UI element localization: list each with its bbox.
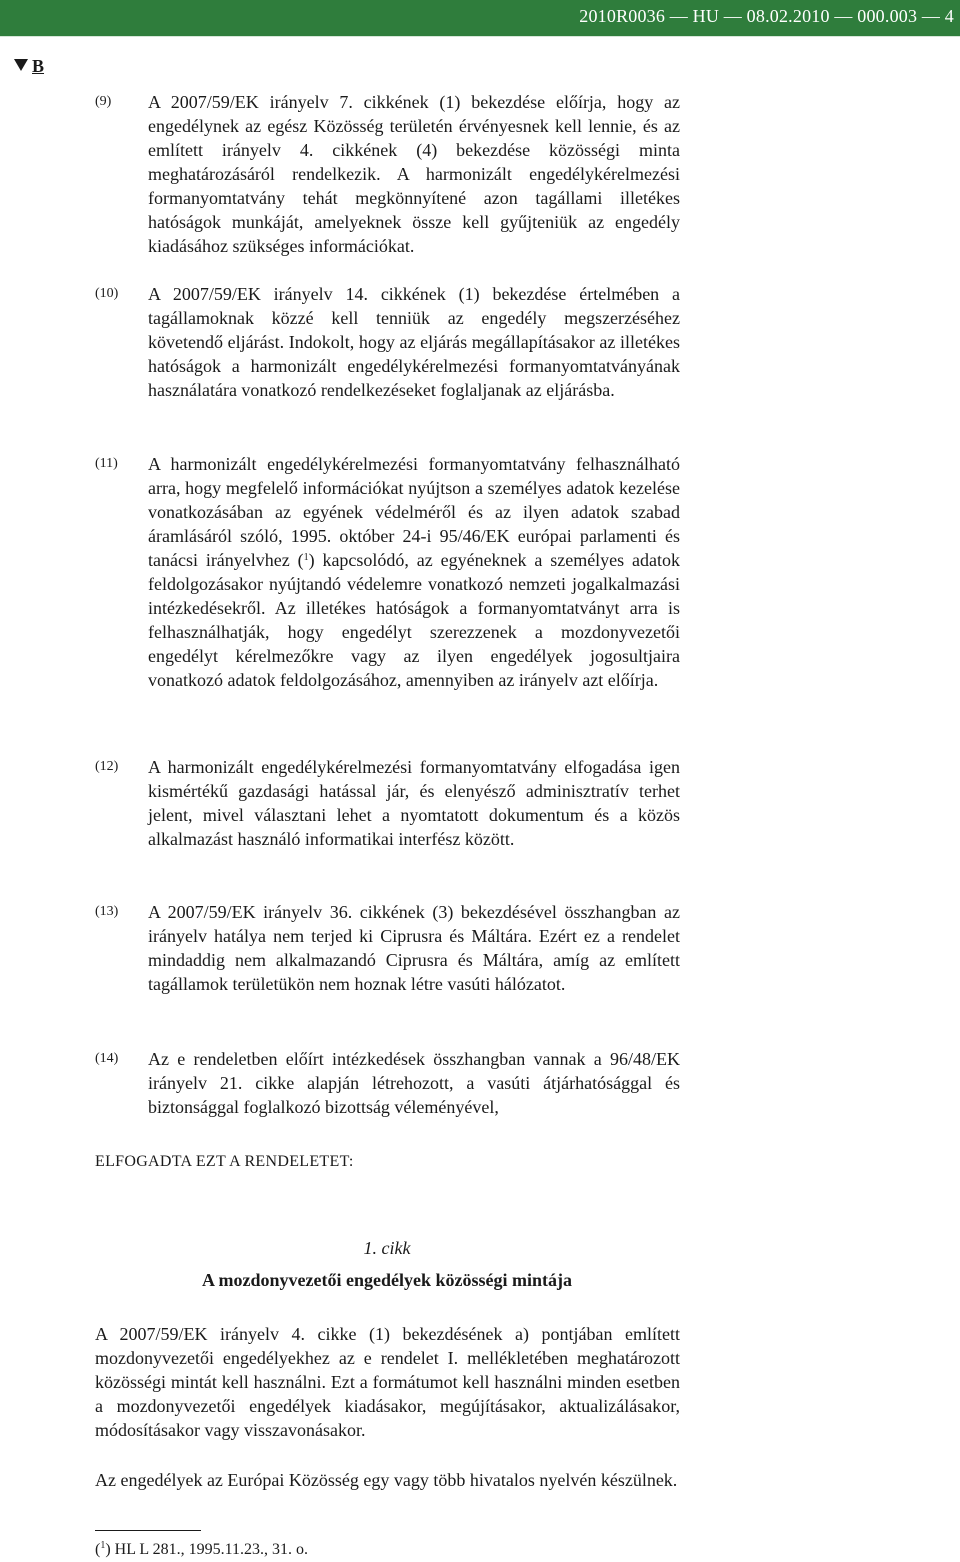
- recital-10: [95, 282, 680, 402]
- amendment-marker: [14, 56, 44, 77]
- recital-text-part: ) kapcsolódó, az egyéneknek a személyes adatok feldolgozásakor nyújtandó védelemre vonatkozó nemzeti jogalkalmazási intézkedésekről. Az illetékes hatóságok a formanyomtatványt arra is felhasználhatják, hogy engedélyt szerezzenek a mozdonyvezetői engedélyt kérelmezőkre vagy az ilyen engedélyek jogosultjaira vonatkozó adatok feldolgozásához, amennyiben az irányelv azt előírja.: [148, 550, 680, 690]
- recital-number: (13): [95, 904, 119, 919]
- footnote-divider: [95, 1530, 201, 1531]
- recital-number: (11): [95, 456, 118, 471]
- recital-text: A 2007/59/EK irányelv 14. cikkének (1) bekezdése értelmében a tagállamoknak közzé kell tenniük az engedély megszerzéséhez követendő eljárást. Indokolt, hogy az eljárás megállapításakor az illetékes hatóságok a harmonizált engedélykérelmezési formanyomtatványának használatára vonatkozó rendelkezéseket foglaljanak az eljárásba.: [148, 284, 680, 400]
- recital-12: [95, 755, 680, 851]
- article-paragraph-2: Az engedélyek az Európai Közösség egy vagy több hivatalos nyelvén készülnek.: [95, 1470, 678, 1490]
- footnote-text: ) HL L 281., 1995.11.23., 31. o.: [105, 1541, 308, 1558]
- recital-number: (10): [95, 286, 119, 301]
- recital-number: (12): [95, 759, 119, 774]
- recital-text: A harmonizált engedélykérelmezési formanyomtatvány elfogadása igen kismértékű gazdasági hatással jár, és elenyésző adminisztratív terhet jelent, mivel választani lehet a nyomtatott dokumentum és a közös alkalmazást használó informatikai interfész között.: [148, 757, 680, 849]
- document-header-band: [0, 0, 960, 37]
- recital-14: [95, 1047, 680, 1119]
- triangle-down-icon: [14, 59, 28, 71]
- recital-text: A 2007/59/EK irányelv 36. cikkének (3) bekezdésével összhangban az irányelv hatálya nem terjed ki Ciprusra és Máltára. Ezért ez a rendelet mindaddig nem alkalmazandó Ciprusra és Máltára, amíg az említett tagállamok területükön nem hoznak létre vasúti hálózatot.: [148, 902, 680, 994]
- recital-text: Az e rendeletben előírt intézkedések összhangban vannak a 96/48/EK irányelv 21. cikke alapján létrehozott, a vasúti átjárhatósággal és biztonsággal foglalkozó bizottság véleményével,: [148, 1049, 680, 1117]
- footnote-marker: 1: [100, 1540, 106, 1551]
- recital-number: (14): [95, 1051, 119, 1066]
- recital-9: [95, 90, 680, 258]
- recital-text: [148, 452, 680, 692]
- article-title: A mozdonyvezetői engedélyek közösségi mintája: [202, 1270, 572, 1290]
- recital-13: [95, 900, 680, 996]
- recital-11: [95, 452, 680, 692]
- footnote-reference[interactable]: 1: [303, 552, 309, 563]
- amendment-code: B: [32, 56, 45, 76]
- document-reference: 2010R0036 — HU — 08.02.2010 — 000.003 — 4: [579, 6, 954, 26]
- footnote: ($^1$) HL L 281., 1995.11.23., 31. o.: [95, 1540, 308, 1558]
- adoption-formula: ELFOGADTA EZT A RENDELETET:: [95, 1153, 354, 1170]
- recital-text: A 2007/59/EK irányelv 7. cikkének (1) bekezdése előírja, hogy az engedélynek az egész Közösség területén érvényesnek kell lennie, és az említett irányelv 4. cikkének (4) bekezdése közösségi minta meghatározásáról rendelkezik. A harmonizált engedélykérelmezési formanyomtatvány tehát megkönnyítené azon tagállami illetékes hatóságok munkáját, amelyeknek össze kell gyűjteniük az engedély kiadásához szükséges információkat.: [148, 92, 680, 256]
- recital-number: (9): [95, 94, 112, 109]
- article-number: 1. cikk: [363, 1238, 411, 1258]
- recital-text-part: A harmonizált engedélykérelmezési formanyomtatvány felhasználható arra, hogy megfelelő információkat nyújtson a személyes adatok kezelése vonatkozásában az egyének védelméről és az ilyen adatok szabad áramlásáról szóló, 1995. október 24-i 95/46/EK európai parlamenti és tanácsi irányelvhez (: [148, 454, 680, 570]
- article-paragraph-1: A 2007/59/EK irányelv 4. cikke (1) bekezdésének a) pontjában említett mozdonyvezetői engedélyekhez az e rendelet I. mellékletében meghatározott közösségi mintát kell használni. Ezt a formátumot kell használni minden esetben a mozdonyvezetői engedélyek kiadásakor, megújításakor, aktualizálásakor, módosításakor vagy visszavonásakor.: [95, 1324, 680, 1440]
